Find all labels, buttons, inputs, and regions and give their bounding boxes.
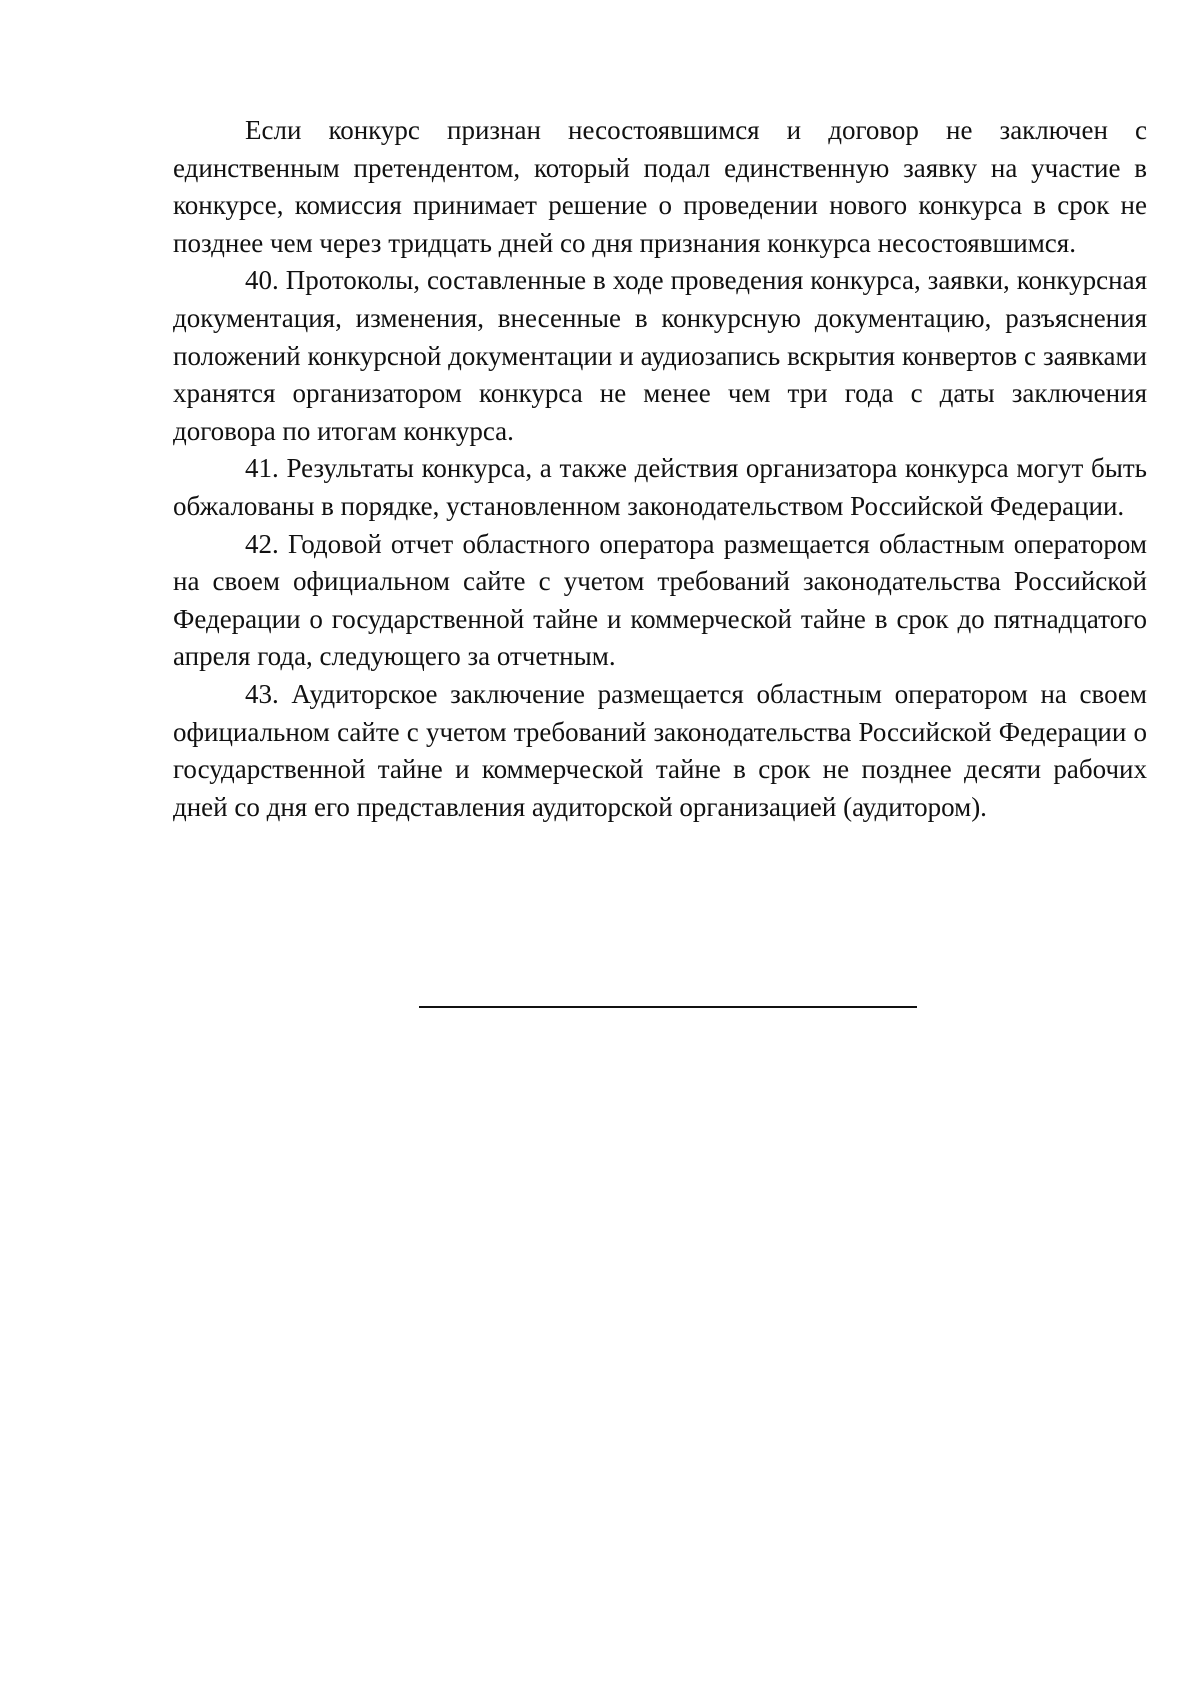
paragraph-42-annual-report: 42. Годовой отчет областного оператора размещается областным оператором на своем официальном сайте с учетом требований законодательства Российской Федерации о государственной тайне и коммерческой тайне в срок до пятнадцатого апреля года, следующего за отчетным. [173, 528, 1147, 672]
end-of-document-rule [419, 1006, 917, 1008]
paragraph-40-protocols-storage: 40. Протоколы, составленные в ходе проведения конкурса, заявки, конкурсная документация, изменения, внесенные в конкурсную документацию, разъяснения положений конкурсной документации и аудиозапись вскрытия конвертов с заявками хранятся организатором конкурса не менее чем три года с даты заключения договора по итогам конкурса. [173, 265, 1147, 446]
paragraph-43-audit-conclusion: 43. Аудиторское заключение размещается областным оператором на своем официальном сайте с учетом требований законодательства Российской Федерации о государственной тайне и коммерческой тайне в срок не позднее десяти рабочих дней со дня его представления аудиторской организацией (аудитором). [173, 678, 1147, 822]
paragraph-unsuccessful-contest: Если конкурс признан несостоявшимся и договор не заключен с единственным претендентом, который подал единственную заявку на участие в конкурсе, комиссия принимает решение о проведении нового конкурса в срок не позднее чем через тридцать дней со дня признания конкурса несостоявшимся. [173, 115, 1147, 258]
paragraph-41-appeal: 41. Результаты конкурса, а также действия организатора конкурса могут быть обжалованы в порядке, установленном законодательством Российской Федерации. [173, 453, 1147, 521]
document-body [173, 112, 1147, 826]
